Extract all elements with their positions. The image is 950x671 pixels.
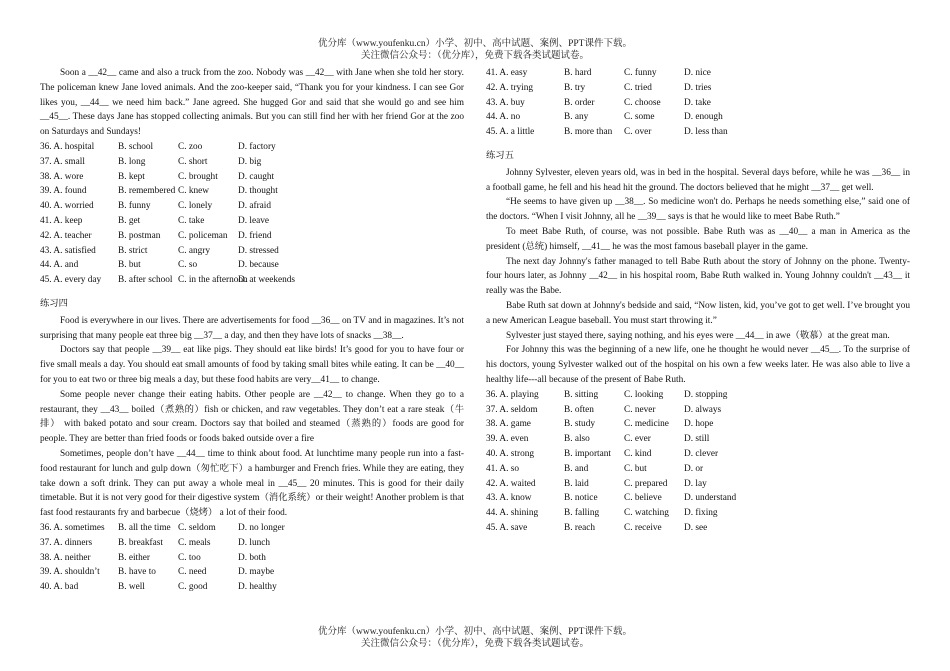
option-choice: B. try bbox=[564, 82, 586, 93]
option-choice: B. get bbox=[118, 215, 141, 226]
option-choice: C. over bbox=[624, 127, 652, 138]
option-row bbox=[40, 244, 464, 259]
option-choice: C. need bbox=[178, 567, 207, 578]
option-choice: D. lay bbox=[684, 478, 707, 489]
option-choice: B. study bbox=[564, 419, 595, 430]
option-choice: 37. A. seldom bbox=[486, 404, 538, 415]
option-choice: 43. A. buy bbox=[486, 97, 525, 108]
option-choice: C. receive bbox=[624, 522, 662, 533]
option-choice: 37. A. dinners bbox=[40, 537, 93, 548]
passage-paragraph: “He seems to have given up __38__. So medicine won't do. Perhaps he needs something else,” said one of the doctors. “When I visit Johnny, all he __39__ says is that he would like to meet Babe Ruth.” bbox=[486, 197, 910, 223]
option-choice: 41. A. keep bbox=[40, 215, 83, 226]
option-choice: D. factory bbox=[238, 141, 276, 152]
option-row bbox=[486, 125, 910, 140]
option-choice: 40. A. bad bbox=[40, 582, 79, 593]
option-choice: D. big bbox=[238, 156, 262, 167]
option-choice: B. falling bbox=[564, 508, 600, 519]
option-choice: D. leave bbox=[238, 215, 269, 226]
option-choice: D. less than bbox=[684, 127, 728, 138]
option-row bbox=[40, 155, 464, 170]
option-choice: C. angry bbox=[178, 245, 211, 256]
option-row bbox=[40, 170, 464, 185]
option-row bbox=[40, 521, 464, 536]
option-choice: C. kind bbox=[624, 448, 652, 459]
option-choice: D. stressed bbox=[238, 245, 279, 256]
option-choice: 43. A. satisfied bbox=[40, 245, 96, 256]
option-choice: D. lunch bbox=[238, 537, 271, 548]
option-choice: D. stopping bbox=[684, 389, 728, 400]
option-choice: C. funny bbox=[624, 68, 657, 78]
option-row bbox=[486, 432, 910, 447]
option-choice: 42. A. trying bbox=[486, 82, 534, 93]
option-choice: C. knew bbox=[178, 186, 209, 197]
passage-paragraph: Soon a __42__ came and also a truck from the zoo. Nobody was __42__ with Jane when she told her story. The policeman knew Jane loved animals. And the zoo-keeper said, “Thank you for your kindness. I can see Gor likes you, __44__ we need him back.” Jane agreed. She hugged Gor and said that she would go and see him __45__. These days Jane has stopped collecting animals. But you can still find her with her friend Gor at the zoo on Saturdays and Sundays! bbox=[40, 68, 464, 138]
header-line-1: 优分库（www.youfenku.cn）小学、初中、高中试题、案例、PPT课件下载。 bbox=[318, 39, 632, 49]
option-choice: D. enough bbox=[684, 112, 723, 123]
option-row bbox=[486, 403, 910, 418]
right-column bbox=[486, 66, 910, 536]
option-row bbox=[486, 477, 910, 492]
option-choice: D. both bbox=[238, 552, 266, 563]
passage-paragraph: Sometimes, people don’t have __44__ time to think about food. At lunchtime many people run into a fast-food restaurant for lunch and gulp down（匆忙吃下）a hamburger and French fries. While they are eating, they take down a soft drink. They can put away a whole meal in __45__ 20 minutes. This is good for their daily timetable. But it is not very good for their digestive system（消化系统）or their weight! Another problem is that fast food restaurants fry and barbecue（烧烤） a lot of their food. bbox=[40, 448, 464, 519]
option-choice: D. see bbox=[684, 522, 708, 533]
option-choice: C. never bbox=[624, 404, 656, 415]
header-line-2: 关注微信公众号：（优分库），免费下载各类试题试卷。 bbox=[360, 51, 589, 61]
option-choice: D. because bbox=[238, 260, 279, 271]
option-row bbox=[486, 462, 910, 477]
option-row bbox=[486, 521, 910, 536]
option-choice: 39. A. shouldn’t bbox=[40, 567, 100, 578]
option-row bbox=[40, 184, 464, 199]
option-row bbox=[486, 81, 910, 96]
option-choice: B. strict bbox=[118, 245, 148, 256]
option-choice: C. too bbox=[178, 552, 201, 563]
option-choice: D. thought bbox=[238, 186, 278, 197]
option-choice: C. looking bbox=[624, 389, 664, 400]
option-choice: C. brought bbox=[178, 171, 218, 182]
option-choice: C. tried bbox=[624, 82, 652, 93]
option-choice: C. take bbox=[178, 215, 205, 226]
passage-paragraph: Food is everywhere in our lives. There are advertisements for food __36__ on TV and in magazines. It’s not surprising that many people eat three big __37__ a day, and then they have lots of snacks __38__. bbox=[40, 315, 464, 341]
passage-paragraph: Doctors say that people __39__ eat like pigs. They should eat like birds! It’s good for you to have four or five small meals a day. You should eat small amounts of food by taking small bites while eating. It can be __40__ for you to eat two or three big meals a day, but these food habits are very__41__ to change. bbox=[40, 345, 464, 385]
option-choice: B. long bbox=[118, 156, 146, 167]
option-choice: D. maybe bbox=[238, 567, 275, 578]
option-choice: D. fixing bbox=[684, 508, 718, 519]
option-choice: 36. A. sometimes bbox=[40, 522, 105, 533]
option-choice: B. important bbox=[564, 448, 611, 459]
option-choice: C. watching bbox=[624, 508, 669, 519]
options-list bbox=[40, 521, 464, 595]
option-choice: 42. A. waited bbox=[486, 478, 536, 489]
option-choice: 44. A. and bbox=[40, 260, 79, 271]
option-choice: B. school bbox=[118, 141, 154, 152]
option-row bbox=[40, 580, 464, 595]
option-choice: D. take bbox=[684, 97, 711, 108]
option-choice: C. seldom bbox=[178, 522, 216, 533]
option-choice: C. good bbox=[178, 582, 208, 593]
option-choice: D. afraid bbox=[238, 201, 272, 212]
option-choice: 43. A. know bbox=[486, 493, 532, 504]
option-row bbox=[40, 273, 464, 288]
option-choice: C. policeman bbox=[178, 230, 228, 241]
option-choice: 41. A. easy bbox=[486, 68, 528, 78]
option-choice: B. all the time bbox=[118, 522, 171, 533]
option-choice: D. healthy bbox=[238, 582, 277, 593]
passage-paragraph: To meet Babe Ruth, of course, was not possible. Babe Ruth was as __40__ a man in America as the president (总统) himself, __41__ he was the most famous baseball player in the game. bbox=[486, 226, 910, 252]
option-choice: B. any bbox=[564, 112, 589, 123]
option-choice: B. have to bbox=[118, 567, 156, 578]
option-row bbox=[40, 214, 464, 229]
option-choice: 38. A. game bbox=[486, 419, 531, 430]
option-row bbox=[486, 96, 910, 111]
options-list bbox=[486, 388, 910, 536]
option-choice: C. but bbox=[624, 463, 647, 474]
option-choice: B. kept bbox=[118, 171, 145, 182]
option-choice: D. hope bbox=[684, 419, 714, 430]
option-choice: B. more than bbox=[564, 127, 613, 138]
option-choice: B. laid bbox=[564, 478, 589, 489]
option-choice: 38. A. neither bbox=[40, 552, 91, 563]
option-choice: B. remembered bbox=[118, 186, 176, 197]
option-choice: C. ever bbox=[624, 434, 651, 445]
option-row bbox=[486, 110, 910, 125]
footer-line-2: 关注微信公众号：（优分库），免费下载各类试题试卷。 bbox=[360, 639, 589, 649]
option-row bbox=[486, 417, 910, 432]
option-choice: 41. A. so bbox=[486, 463, 520, 474]
option-choice: 45. A. a little bbox=[486, 127, 535, 138]
option-choice: D. no longer bbox=[238, 522, 285, 533]
option-choice: C. zoo bbox=[178, 141, 203, 152]
page-footer bbox=[0, 626, 950, 650]
option-row bbox=[40, 229, 464, 244]
option-choice: B. breakfast bbox=[118, 537, 163, 548]
option-choice: 45. A. every day bbox=[40, 275, 102, 286]
option-row bbox=[40, 199, 464, 214]
option-choice: 36. A. playing bbox=[486, 389, 539, 400]
footer-line-1: 优分库（www.youfenku.cn）小学、初中、高中试题、案例、PPT课件下载。 bbox=[318, 627, 632, 637]
option-choice: 39. A. found bbox=[40, 186, 87, 197]
option-choice: C. in the afternoon bbox=[178, 275, 248, 286]
option-choice: B. well bbox=[118, 582, 145, 593]
option-row bbox=[486, 388, 910, 403]
option-choice: B. sitting bbox=[564, 389, 599, 400]
option-choice: 45. A. save bbox=[486, 522, 528, 533]
option-choice: 44. A. no bbox=[486, 112, 521, 123]
option-choice: B. but bbox=[118, 260, 141, 271]
option-choice: D. tries bbox=[684, 82, 712, 93]
passage-paragraph: Babe Ruth sat down at Johnny's bedside and said, “Now listen, kid, you’ve got to get well. I’ve brought you a new American League baseball. You must start throwing it.” bbox=[486, 300, 910, 326]
option-choice: 38. A. wore bbox=[40, 171, 84, 182]
option-choice: B. order bbox=[564, 97, 595, 108]
options-list bbox=[486, 66, 910, 140]
passage-paragraph: Sylvester just stayed there, saying nothing, and his eyes were __44__ in awe（敬慕）at the great man. bbox=[506, 330, 890, 341]
option-choice: 36. A. hospital bbox=[40, 141, 95, 152]
option-choice: 39. A. even bbox=[486, 434, 529, 445]
option-choice: D. caught bbox=[238, 171, 275, 182]
option-choice: 40. A. strong bbox=[486, 448, 535, 459]
passage-paragraph: For Johnny this was the beginning of a new life, one he thought he would never __45__. To the surprise of his doctors, young Sylvester walked out of the hospital on his own a few weeks later. He was also able to live a healthy life---all because of the present of Babe Ruth. bbox=[486, 345, 910, 385]
option-choice: B. and bbox=[564, 463, 589, 474]
option-choice: C. lonely bbox=[178, 201, 213, 212]
option-choice: C. prepared bbox=[624, 478, 668, 489]
option-row bbox=[486, 491, 910, 506]
left-column bbox=[40, 66, 464, 595]
passage-paragraph: The next day Johnny's father managed to tell Babe Ruth about the story of Johnny on the phone. Twenty-four hours later, as Johnny __42__ in his hospital room, Babe Ruth walked in. Young Johnny couldn't __43__ it really was the Babe. bbox=[486, 256, 910, 297]
option-choice: B. either bbox=[118, 552, 151, 563]
option-choice: D. nice bbox=[684, 68, 711, 78]
option-choice: C. medicine bbox=[624, 419, 669, 430]
option-choice: 37. A. small bbox=[40, 156, 85, 167]
option-choice: 44. A. shining bbox=[486, 508, 539, 519]
option-choice: D. understand bbox=[684, 493, 737, 504]
option-choice: D. at weekends bbox=[238, 275, 296, 286]
option-choice: B. hard bbox=[564, 68, 592, 78]
option-choice: B. notice bbox=[564, 493, 598, 504]
options-list bbox=[40, 140, 464, 288]
option-choice: B. reach bbox=[564, 522, 595, 533]
option-choice: B. also bbox=[564, 434, 590, 445]
passage-paragraph: Johnny Sylvester, eleven years old, was in bed in the hospital. Several days before, while he was __36__ in a football game, he fell and his head hit the ground. The doctors believed that he might __37__ get well. bbox=[486, 167, 910, 193]
option-choice: D. always bbox=[684, 404, 722, 415]
option-choice: B. funny bbox=[118, 201, 151, 212]
section-title: 练习五 bbox=[486, 150, 514, 161]
section-title: 练习四 bbox=[40, 298, 68, 309]
option-choice: B. after school bbox=[118, 275, 173, 286]
option-choice: D. still bbox=[684, 434, 710, 445]
option-row bbox=[40, 140, 464, 155]
option-row bbox=[486, 506, 910, 521]
option-row bbox=[486, 66, 910, 81]
page-header bbox=[0, 38, 950, 62]
option-choice: 42. A. teacher bbox=[40, 230, 92, 241]
option-choice: C. choose bbox=[624, 97, 661, 108]
option-choice: C. short bbox=[178, 156, 208, 167]
option-row bbox=[40, 551, 464, 566]
option-row bbox=[486, 447, 910, 462]
option-choice: D. clever bbox=[684, 448, 719, 459]
option-choice: C. some bbox=[624, 112, 655, 123]
option-choice: C. believe bbox=[624, 493, 662, 504]
option-row bbox=[40, 536, 464, 551]
passage-paragraph: Some people never change their eating habits. Other people are __42__ to change. When they go to a restaurant, they __43__ boiled（煮熟的）fish or chicken, and raw vegetables. They don’t eat a rare steak（牛排） with baked potato and sour cream. Doctors say that boiled and steamed（蒸熟的）foods are good for people. They are better than fried foods or foods baked outside over a fire bbox=[40, 389, 464, 445]
option-choice: B. postman bbox=[118, 230, 161, 241]
option-row bbox=[40, 258, 464, 273]
option-choice: C. so bbox=[178, 260, 198, 271]
option-choice: C. meals bbox=[178, 537, 211, 548]
option-choice: D. or bbox=[684, 463, 704, 474]
option-row bbox=[40, 565, 464, 580]
option-choice: B. often bbox=[564, 404, 594, 415]
option-choice: D. friend bbox=[238, 230, 272, 241]
option-choice: 40. A. worried bbox=[40, 201, 94, 212]
